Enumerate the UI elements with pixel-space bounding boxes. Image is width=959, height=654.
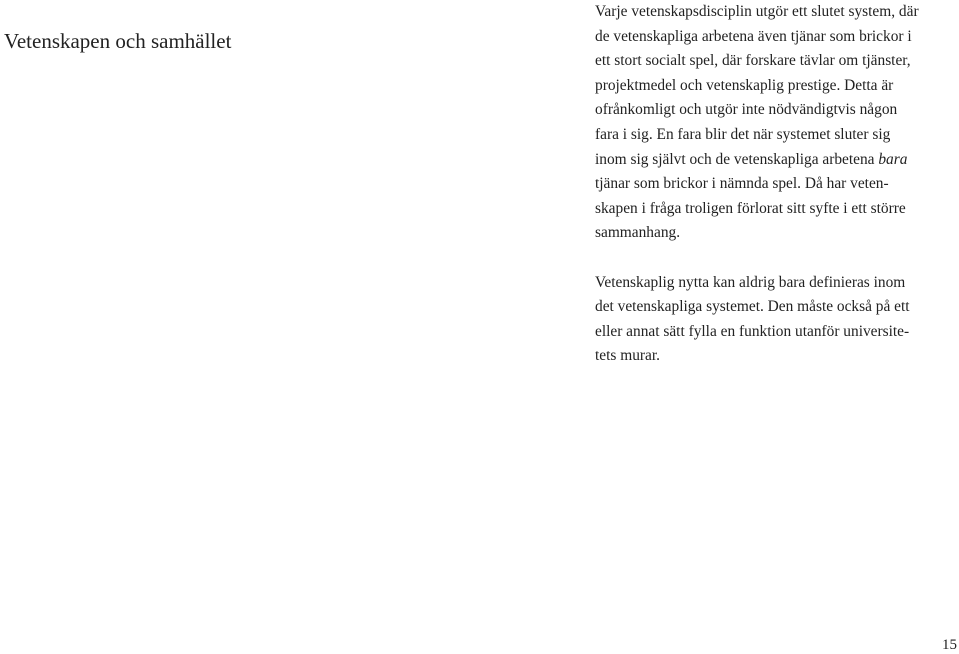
- page-number: 15: [942, 637, 957, 653]
- text-line-with-emphasis: [595, 148, 957, 173]
- text-line: det vetenskapliga systemet. Den måste också på ett: [595, 298, 910, 316]
- section-heading: Vetenskapen och samhället: [4, 29, 232, 53]
- text-line: fara i sig. En fara blir det när systemet sluter sig: [595, 125, 891, 143]
- text-line: eller annat sätt fylla en funktion utanför universite-: [595, 322, 910, 340]
- text-line: ofrånkomligt och utgör inte nödvändigtvis någon: [595, 101, 898, 119]
- text-line: sammanhang.: [595, 224, 681, 242]
- paragraph-science-system: [595, 0, 957, 246]
- text-line: Varje vetenskapsdisciplin utgör ett slutet system, där: [595, 3, 919, 20]
- paragraph-scientific-utility: [595, 271, 957, 369]
- text-segment: inom sig självt och de vetenskapliga arbetena: [595, 150, 879, 168]
- emphasized-word: bara: [878, 150, 908, 168]
- text-line: skapen i fråga troligen förlorat sitt syfte i ett större: [595, 199, 906, 217]
- text-line: ett stort socialt spel, där forskare tävlar om tjänster,: [595, 52, 911, 70]
- text-line: Vetenskaplig nytta kan aldrig bara definieras inom: [595, 273, 906, 291]
- text-line: tjänar som brickor i nämnda spel. Då har veten-: [595, 175, 889, 193]
- text-line: projektmedel och vetenskaplig prestige. Detta är: [595, 76, 894, 94]
- body-text-column: [595, 0, 957, 369]
- text-line: de vetenskapliga arbetena även tjänar som brickor i: [595, 27, 912, 45]
- text-line: tets murar.: [595, 347, 660, 365]
